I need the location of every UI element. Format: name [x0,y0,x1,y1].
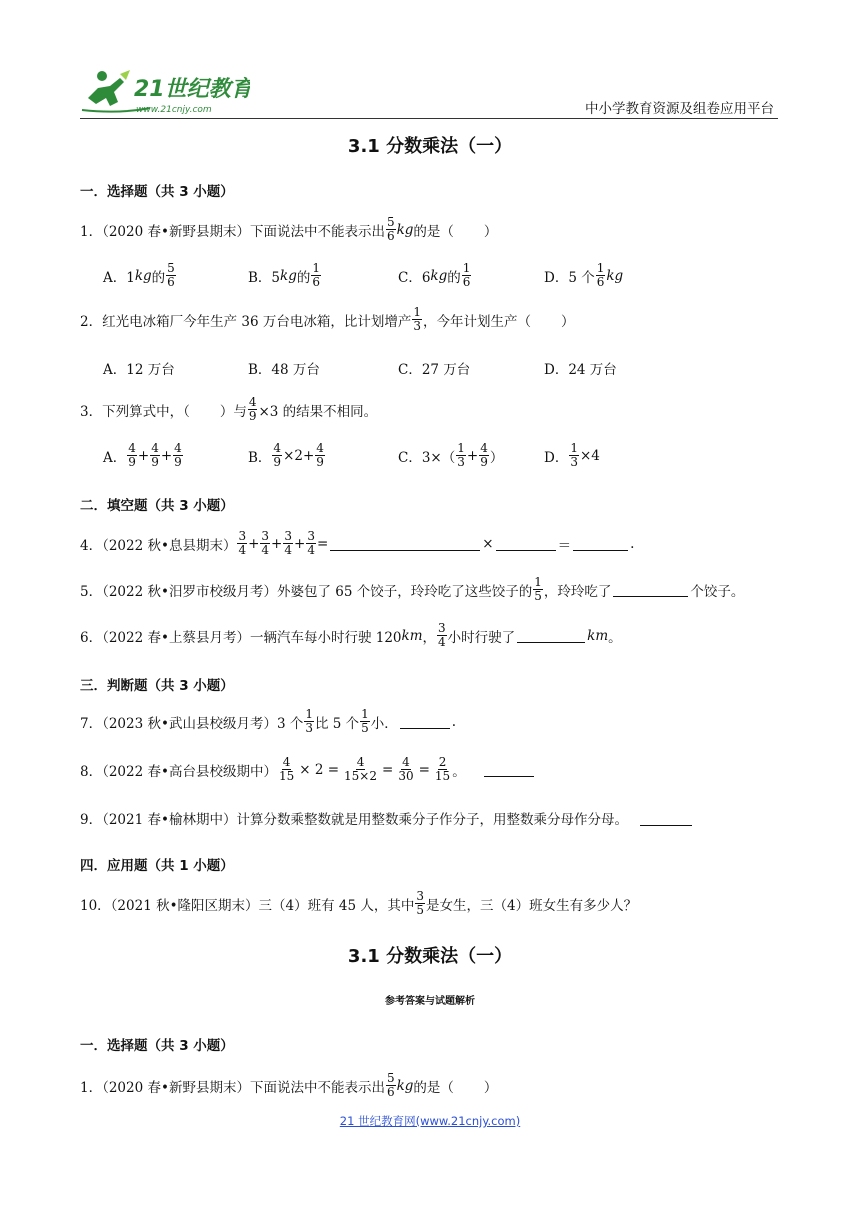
question-10: 10．（2021 秋•隆阳区期末）三（4）班有 45 人，其中 $\frac{3}{5}$ 是女生，三（4）班女生有多少人？ [80,889,638,917]
logo-url: www.21cnjy.com [136,105,212,115]
answer-blank[interactable] [517,628,585,643]
question-2: 2．红光电冰箱厂今年生产 36 万台电冰箱，比计划增产 $\frac{1}{3}$ ，今年计划生产（ ） [80,305,575,333]
answer-section-choice: 一．选择题（共 3 小题） [80,1038,234,1054]
question-1: 1．（2020 春•新野县期末）下面说法中不能表示出 $\frac{5}{6}$ kg 的是（ ） [80,215,498,243]
answer-blank[interactable] [573,536,628,551]
answer-blank[interactable] [613,582,688,597]
logo [80,66,250,120]
answer-blank[interactable] [330,536,480,551]
question-4: 4．（2022 秋•息县期末） $\frac{3}{4}$ + $\frac{3}{4}$ + $\frac{3}{4}$ + $\frac{3}{4}$ = × ＝ . [80,529,635,557]
answer-blank[interactable] [496,536,556,551]
page-title: 3.1 分数乘法（一） [347,136,513,157]
q3-option-a: A． $\frac{4}{9}$ + $\frac{4}{9}$ + $\frac{4}{9}$ [103,441,182,469]
answer-blank[interactable] [484,762,534,777]
q2-option-d: D．24 万台 [544,362,617,378]
q3-option-b: B． $\frac{4}{9}$ ×2+ $\frac{4}{9}$ [248,441,324,469]
section-choice: 一．选择题（共 3 小题） [80,184,234,200]
question-9: 9．（2021 春•榆林期中）计算分数乘整数就是用整数乘分子作分子，用整数乘分母作分母。 [80,808,694,828]
question-7: 7．（2023 秋•武山县校级月考）3 个 $\frac{1}{3}$ 比 5 个 $\frac{1}{5}$ 小． . [80,707,457,735]
answer-question-1: 1．（2020 春•新野县期末）下面说法中不能表示出 $\frac{5}{6}$ kg 的是（ ） [80,1071,498,1099]
section-application: 四．应用题（共 1 小题） [80,858,234,874]
question-6: 6．（2022 春•上蔡县月考）一辆汽车每小时行驶 120 km ， $\frac{3}{4}$ 小时行驶了 km 。 [80,621,622,649]
question-3: 3．下列算式中，（ ）与 $\frac{4}{9}$ ×3 的结果不相同。 [80,395,378,423]
question-8: 8．（2022 春•高台县校级期中） $\frac{4}{15}$ × 2 = $\frac{4}{15\times 2}$ = $\frac{4}{30}$ = $\frac{2}{15}$ 。 [80,756,536,783]
question-5: 5．（2022 秋•汨罗市校级月考）外婆包了 65 个饺子，玲玲吃了这些饺子的 $\frac{1}{5}$ ，玲玲吃了 个饺子。 [80,575,745,603]
header-divider [80,118,778,119]
logo-text: 21世纪教育 [134,77,250,102]
answer-blank[interactable] [400,714,450,729]
q2-option-a: A．12 万台 [103,362,175,378]
section-fill: 二．填空题（共 3 小题） [80,498,234,514]
q3-option-c: C．3×（ $\frac{1}{3}$ + $\frac{4}{9}$ ） [398,441,504,469]
answer-subtitle: 参考答案与试题解析 [385,996,475,1007]
footer-link[interactable]: 21 世纪教育网(www.21cnjy.com) [339,1114,521,1128]
section-judge: 三．判断题（共 3 小题） [80,678,234,694]
q2-option-b: B．48 万台 [248,362,320,378]
q1-option-c: C．6 kg 的 $\frac{1}{6}$ [398,261,471,289]
answer-blank[interactable] [640,811,692,826]
q2-option-c: C．27 万台 [398,362,471,378]
q1-option-b: B．5 kg 的 $\frac{1}{6}$ [248,261,320,289]
q3-option-d: D． $\frac{1}{3}$ ×4 [544,441,600,469]
q1-option-a: A．1 kg 的 $\frac{5}{6}$ [103,261,175,289]
platform-label: 中小学教育资源及组卷应用平台 [585,101,774,117]
runner-icon [80,66,250,120]
q1-option-d: D．5 个 $\frac{1}{6}$ kg [544,261,624,289]
answer-title: 3.1 分数乘法（一） [347,946,513,967]
